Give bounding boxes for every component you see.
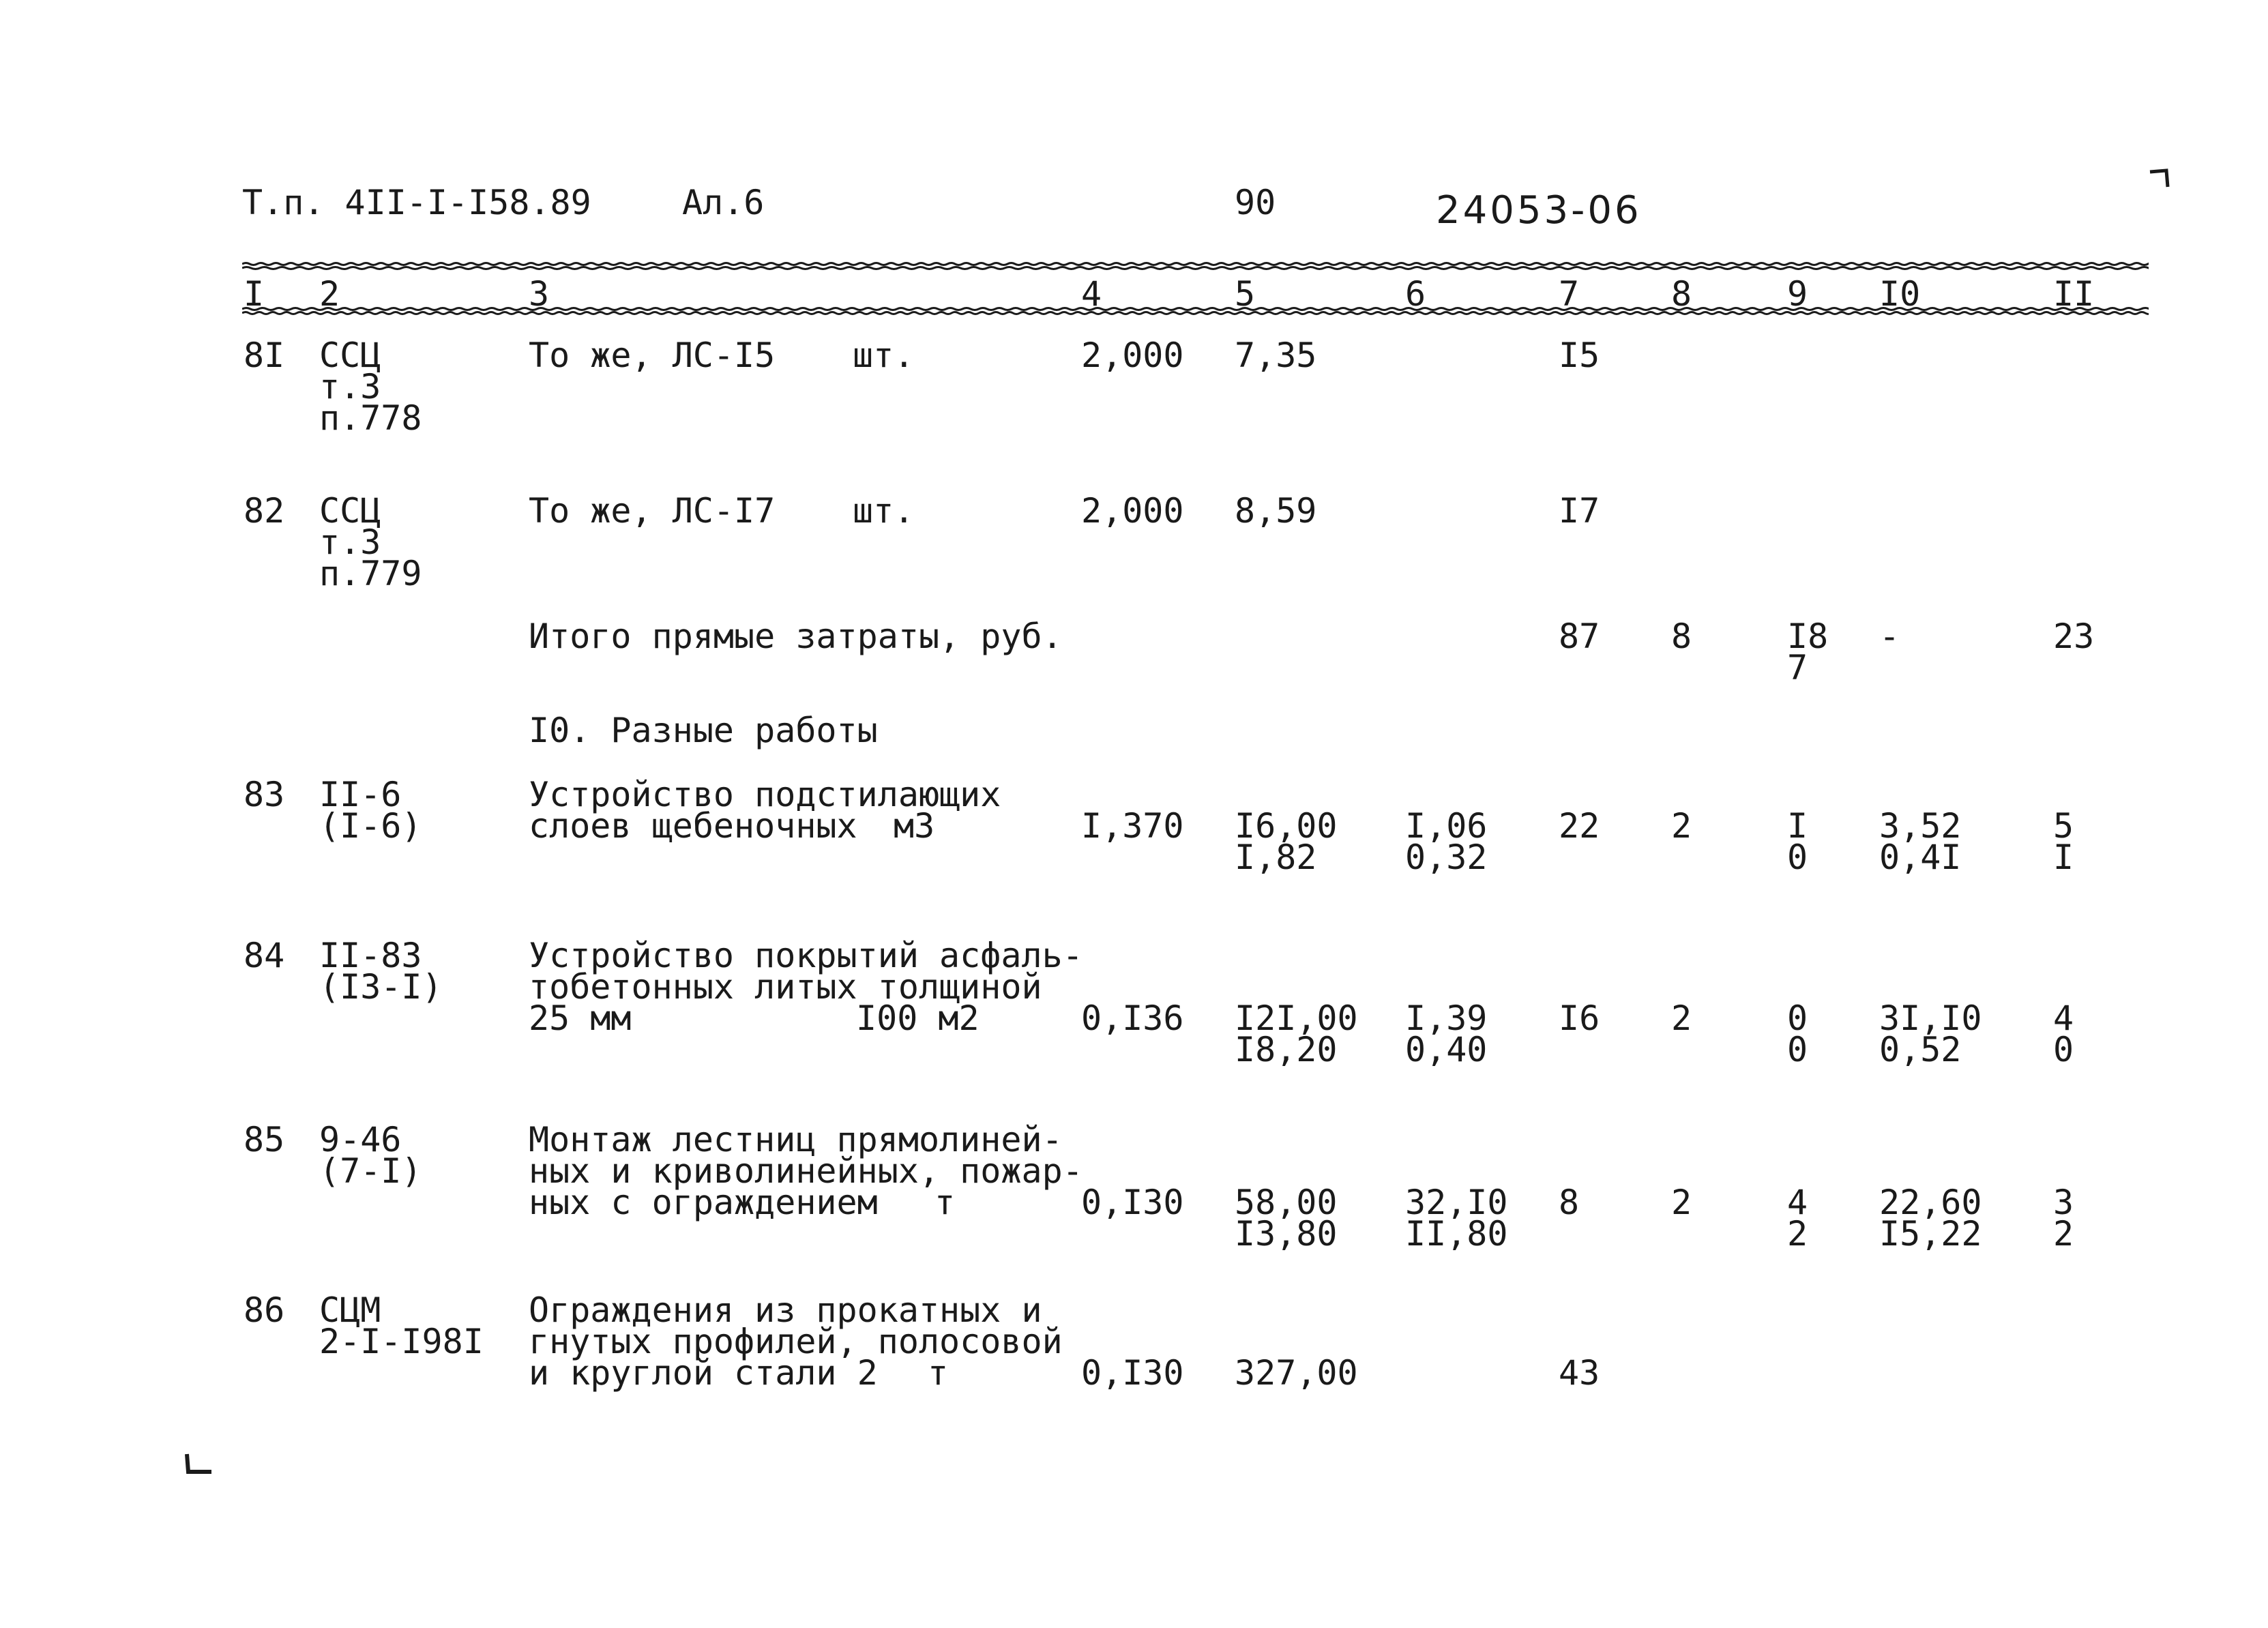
wages: 2 (1671, 1183, 1692, 1222)
unit-cost: 8,59 (1235, 491, 1317, 531)
corner-mark-bottom-left (183, 1451, 217, 1479)
norm-code: (7-I) (319, 1151, 422, 1191)
norm-code: т.3 (319, 367, 381, 406)
section-title: I0. Разные работы (529, 711, 878, 750)
col-header-6: 6 (1405, 274, 1426, 314)
col-header-7: 7 (1559, 274, 1580, 314)
machine-cost: I,39 (1405, 998, 1488, 1038)
norm-code: 9-46 (319, 1120, 402, 1159)
work-description: Итого прямые затраты, руб. (529, 617, 1063, 656)
machine-cost: II,80 (1405, 1214, 1508, 1254)
norm-code: (I-6) (319, 806, 422, 846)
work-description: ных с ограждением (529, 1183, 878, 1222)
total-cost: 8 (1559, 1183, 1580, 1222)
operation-cost: I (1787, 806, 1808, 846)
norm-code: т.3 (319, 522, 381, 562)
wages: 2 (1671, 998, 1692, 1038)
norm-code: II-83 (319, 936, 422, 975)
operation-cost: I8 (1787, 617, 1829, 656)
quantity: I,370 (1081, 806, 1184, 846)
total-cost: I6 (1559, 998, 1600, 1038)
labor-total: 0 (2053, 1030, 2074, 1069)
col-header-9: 9 (1787, 274, 1808, 314)
labor-total: 23 (2053, 617, 2095, 656)
labor-cost: 3I,I0 (1879, 998, 1982, 1038)
unit-cost: I6,00 (1235, 806, 1338, 846)
col-header-11: II (2053, 274, 2095, 314)
total-cost: I5 (1559, 336, 1600, 375)
operation-cost: 0 (1787, 1030, 1808, 1069)
quantity: 0,I30 (1081, 1183, 1184, 1222)
corner-mark-top-right (2147, 166, 2175, 194)
unit-cost: I8,20 (1235, 1030, 1338, 1069)
machine-cost: 0,40 (1405, 1030, 1488, 1069)
wages: 2 (1671, 806, 1692, 846)
handwritten-code: 24053-06 (1436, 188, 1642, 233)
work-description: и круглой стали 2 (529, 1353, 878, 1393)
norm-code: ССЦ (319, 336, 381, 375)
operation-cost: 2 (1787, 1214, 1808, 1254)
labor-cost: - (1879, 617, 1900, 656)
total-cost: 22 (1559, 806, 1600, 846)
col-header-5: 5 (1235, 274, 1256, 314)
quantity: 2,000 (1081, 336, 1184, 375)
norm-code: (I3-I) (319, 967, 443, 1007)
sheet-label: Ал.6 (682, 183, 765, 222)
operation-cost: 0 (1787, 998, 1808, 1038)
row-number: 86 (244, 1290, 285, 1330)
row-number: 85 (244, 1120, 285, 1159)
operation-cost: 7 (1787, 648, 1808, 687)
col-header-3: 3 (529, 274, 550, 314)
row-number: 83 (244, 775, 285, 814)
quantity: 0,I36 (1081, 998, 1184, 1038)
work-description: ных и криволинейных, пожар- (529, 1151, 1083, 1191)
labor-total: I (2053, 838, 2074, 877)
unit-cost: 58,00 (1235, 1183, 1338, 1222)
unit-of-measure: т (928, 1353, 949, 1393)
unit-cost: 327,00 (1235, 1353, 1358, 1393)
total-cost: 87 (1559, 617, 1600, 656)
total-cost: I7 (1559, 491, 1600, 531)
work-description: 25 мм (529, 998, 632, 1038)
labor-total: 4 (2053, 998, 2074, 1038)
wages: 8 (1671, 617, 1692, 656)
col-header-1: I (244, 274, 265, 314)
doc-reference: Т.п. 4II-I-I58.89 (242, 183, 591, 222)
norm-code: ССЦ (319, 491, 381, 531)
work-description: Устройство подстилающих (529, 775, 1001, 814)
unit-of-measure: I00 м2 (856, 998, 980, 1038)
quantity: 2,000 (1081, 491, 1184, 531)
labor-cost: 0,4I (1879, 838, 1962, 877)
quantity: 0,I30 (1081, 1353, 1184, 1393)
work-description: слоев щебеночных (529, 806, 857, 846)
col-header-4: 4 (1081, 274, 1102, 314)
norm-code: II-6 (319, 775, 402, 814)
work-description: Монтаж лестниц прямолиней- (529, 1120, 1063, 1159)
norm-code: СЦМ (319, 1290, 381, 1330)
row-number: 84 (244, 936, 285, 975)
row-number: 82 (244, 491, 285, 531)
work-description: гнутых профилей, полосовой (529, 1322, 1063, 1361)
unit-of-measure: т (934, 1183, 956, 1222)
unit-of-measure: шт. (853, 336, 915, 375)
labor-cost: I5,22 (1879, 1214, 1982, 1254)
unit-cost: I3,80 (1235, 1214, 1338, 1254)
unit-of-measure: шт. (853, 491, 915, 531)
machine-cost: I,06 (1405, 806, 1488, 846)
norm-code: 2-I-I98I (319, 1322, 484, 1361)
col-header-2: 2 (319, 274, 340, 314)
labor-cost: 3,52 (1879, 806, 1962, 846)
table-top-rule (242, 261, 2149, 271)
col-header-10: I0 (1879, 274, 1921, 314)
labor-total: 5 (2053, 806, 2074, 846)
total-cost: 43 (1559, 1353, 1600, 1393)
labor-total: 2 (2053, 1214, 2074, 1254)
work-description: То же, ЛС-I7 (529, 491, 776, 531)
work-description: Ограждения из прокатных и (529, 1290, 1042, 1330)
machine-cost: 32,I0 (1405, 1183, 1508, 1222)
unit-of-measure: м3 (894, 806, 935, 846)
work-description: тобетонных литых толщиной (529, 967, 1042, 1007)
work-description: Устройство покрытий асфаль- (529, 936, 1083, 975)
row-number: 8I (244, 336, 285, 375)
labor-cost: 22,60 (1879, 1183, 1982, 1222)
page-number: 90 (1235, 183, 1276, 222)
unit-cost: I2I,00 (1235, 998, 1358, 1038)
labor-cost: 0,52 (1879, 1030, 1962, 1069)
work-description: То же, ЛС-I5 (529, 336, 776, 375)
norm-code: п.779 (319, 554, 422, 593)
machine-cost: 0,32 (1405, 838, 1488, 877)
operation-cost: 4 (1787, 1183, 1808, 1222)
unit-cost: 7,35 (1235, 336, 1317, 375)
col-header-8: 8 (1671, 274, 1692, 314)
unit-cost: I,82 (1235, 838, 1317, 877)
norm-code: п.778 (319, 398, 422, 438)
operation-cost: 0 (1787, 838, 1808, 877)
labor-total: 3 (2053, 1183, 2074, 1222)
